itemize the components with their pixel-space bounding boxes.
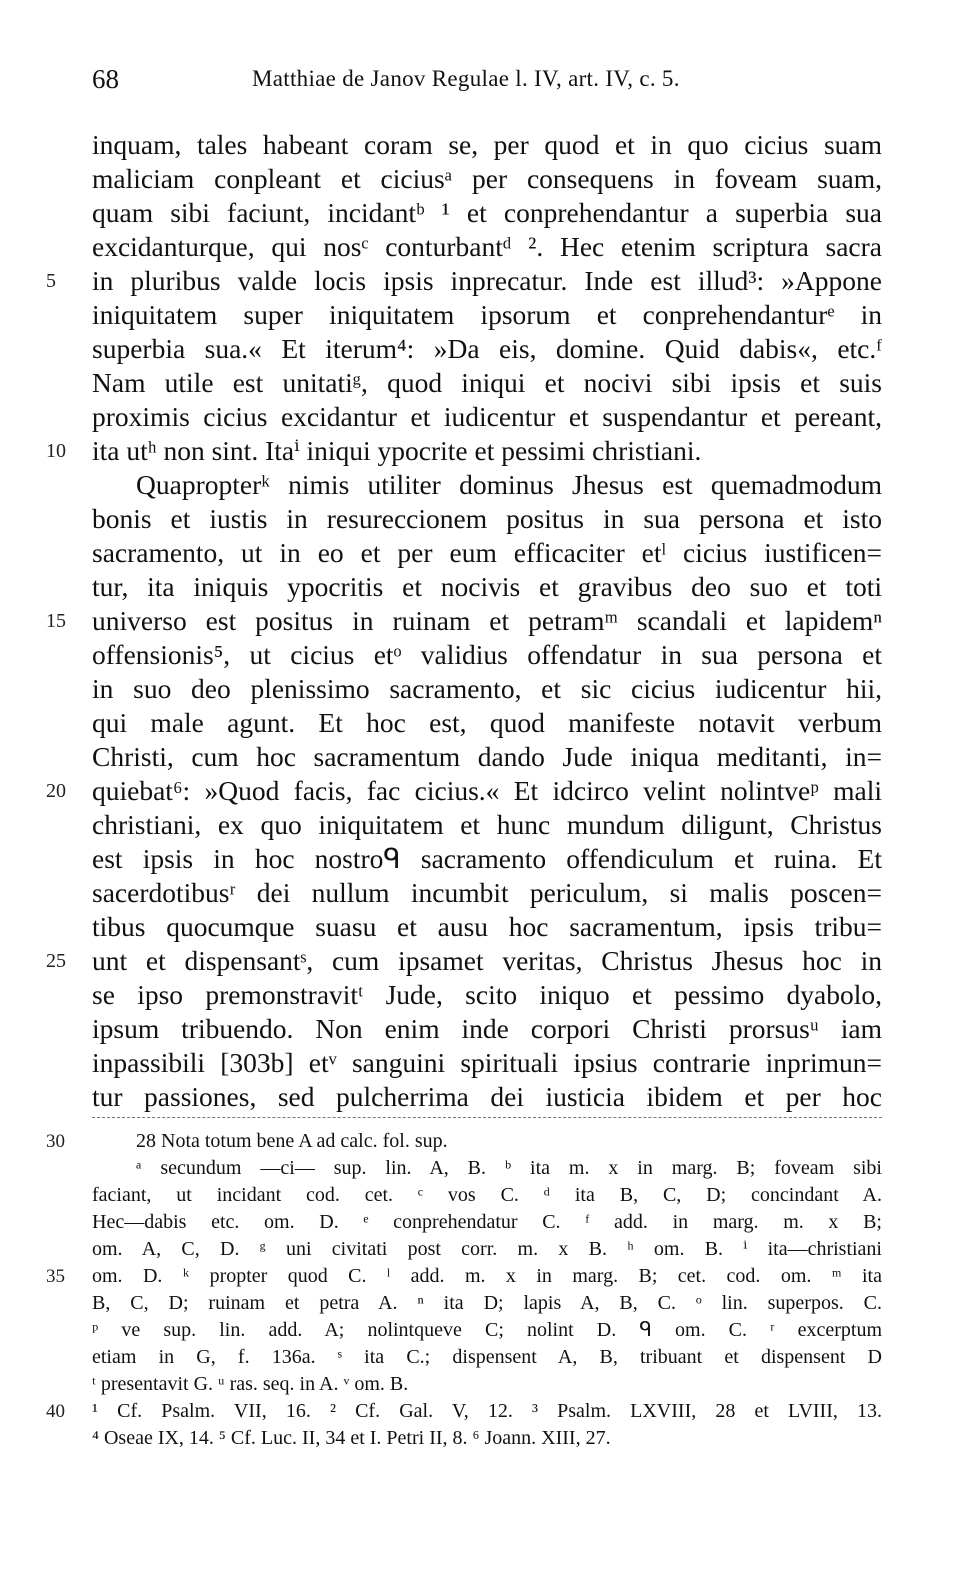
footnote-divider <box>92 1117 882 1118</box>
footnotes <box>92 1128 882 1452</box>
line-number: 30 <box>46 1131 65 1152</box>
footnote-line: 28 Nota totum bene A ad calc. fol. sup. <box>136 1130 448 1152</box>
text-line: tibus quocumque suasu et ausu hoc sacramentum, ipsis tribu= <box>92 911 882 942</box>
text-line: maliciam conpleant et ciciusᵃ per consequens in foveam suam, <box>92 163 882 194</box>
text-line: superbia sua.« Et iterum⁴: »Da eis, domine. Quid dabis«, etc.ᶠ <box>92 333 882 364</box>
line-number: 15 <box>46 610 66 632</box>
text-line: in pluribus valde locis ipsis inprecatur. Inde est illud³: »Appone <box>92 265 882 296</box>
text-line: sacramento, ut in eo et per eum efficaciter etˡ cicius iustificen= <box>92 537 882 568</box>
text-line: Christi, cum hoc sacramentum dando Jude iniqua meditanti, in= <box>92 741 882 772</box>
text-line: proximis cicius excidantur et iudicentur et suspendantur et pereant, <box>92 401 882 432</box>
text-line: qui male agunt. Et hoc est, quod manifeste notavit verbum <box>92 707 882 738</box>
text-line: bonis et iustis in resureccionem positus in sua persona et isto <box>92 503 882 534</box>
page-header <box>92 64 882 104</box>
text-line: Quapropterᵏ nimis utiliter dominus Jhesus est quemadmodum <box>136 469 882 500</box>
text-line: tur, ita iniquis ypocritis et nocivis et gravibus deo suo et toti <box>92 571 882 602</box>
text-line: universo est positus in ruinam et petramᵐ scandali et lapidemⁿ <box>92 605 882 636</box>
line-number: 40 <box>46 1401 65 1422</box>
text-line: inquam, tales habeant coram se, per quod et in quo cicius suam <box>92 129 882 160</box>
footnote-line: ᵗ presentavit G. ᵘ ras. seq. in A. ᵛ om. B. <box>92 1373 409 1395</box>
footnote-line: B, C, D; ruinam et petra A. ⁿ ita D; lapis A, B, C. ᵒ lin. superpos. C. <box>92 1292 882 1314</box>
footnote-line: om. D. ᵏ propter quod C. ˡ add. m. x in marg. B; cet. cod. om. ᵐ ita <box>92 1265 882 1287</box>
text-line: excidanturque, qui nosᶜ conturbantᵈ ². Hec etenim scriptura sacra <box>92 231 882 262</box>
main-text <box>92 128 882 1114</box>
footnote-line: ⁴ Oseae IX, 14. ⁵ Cf. Luc. II, 34 et I. Petri II, 8. ⁶ Joann. XIII, 27. <box>92 1427 611 1449</box>
footnote-line: ᵖ ve sup. lin. add. A; nolintqueve C; nolint D. ᑫ om. C. ʳ excerptum <box>92 1319 882 1341</box>
text-line: unt et dispensantˢ, cum ipsamet veritas, Christus Jhesus hoc in <box>92 945 882 976</box>
footnote-line: Hec—dabis etc. om. D. ᵉ conprehendatur C. ᶠ add. in marg. m. x B; <box>92 1211 882 1233</box>
line-number: 35 <box>46 1266 65 1287</box>
footnote-line: faciant, ut incidant cod. cet. ᶜ vos C. ᵈ ita B, C, D; concindant A. <box>92 1184 882 1206</box>
text-line: se ipso premonstravitᵗ Jude, scito iniquo et pessimo dyabolo, <box>92 979 882 1010</box>
text-line: ipsum tribuendo. Non enim inde corpori Christi prorsusᵘ iam <box>92 1013 882 1044</box>
text-line: est ipsis in hoc nostroᑫ sacramento offendiculum et ruina. Et <box>92 843 882 874</box>
text-line: quiebat⁶: »Quod facis, fac cicius.« Et idcirco velint nolintveᵖ mali <box>92 775 882 806</box>
footnote-line: etiam in G, f. 136a. ˢ ita C.; dispensent A, B, tribuant et dispensent D <box>92 1346 882 1368</box>
page-number: 68 <box>92 64 119 94</box>
text-line: sacerdotibusʳ dei nullum incumbit periculum, si malis poscen= <box>92 877 882 908</box>
text-line: ita utʰ non sint. Itaⁱ iniqui ypocrite et pessimi christiani. <box>92 435 702 466</box>
text-line: quam sibi faciunt, incidantᵇ ¹ et conprehendantur a superbia sua <box>92 197 882 228</box>
text-line: iniquitatem super iniquitatem ipsorum et conprehendanturᵉ in <box>92 299 882 330</box>
text-line: inpassibili [303b] etᵛ sanguini spirituali ipsius contrarie inprimun= <box>92 1047 882 1078</box>
text-line: offensionis⁵, ut cicius etᵒ validius offendatur in sua persona et <box>92 639 882 670</box>
footnote-line: om. A, C, D. ᵍ uni civitati post corr. m. x B. ʰ om. B. ⁱ ita—christiani <box>92 1238 882 1260</box>
text-line: tur passiones, sed pulcherrima dei iusticia ibidem et per hoc <box>92 1081 882 1112</box>
line-number: 10 <box>46 440 66 462</box>
footnote-line: ¹ Cf. Psalm. VII, 16. ² Cf. Gal. V, 12. ³ Psalm. LXVIII, 28 et LVIII, 13. <box>92 1400 882 1422</box>
running-title: Matthiae de Janov Regulae l. IV, art. IV, c. 5. <box>252 66 680 91</box>
line-number: 5 <box>46 270 56 292</box>
text-line: Nam utile est unitatiᵍ, quod iniqui et nocivi sibi ipsis et suis <box>92 367 882 398</box>
text-line: in suo deo plenissimo sacramento, et sic cicius iudicentur hii, <box>92 673 882 704</box>
footnote-line: ᵃ secundum —ci— sup. lin. A, B. ᵇ ita m. x in marg. B; foveam sibi <box>136 1157 882 1179</box>
line-number: 25 <box>46 950 66 972</box>
line-number: 20 <box>46 780 66 802</box>
text-line: christiani, ex quo iniquitatem et hunc mundum diligunt, Christus <box>92 809 882 840</box>
